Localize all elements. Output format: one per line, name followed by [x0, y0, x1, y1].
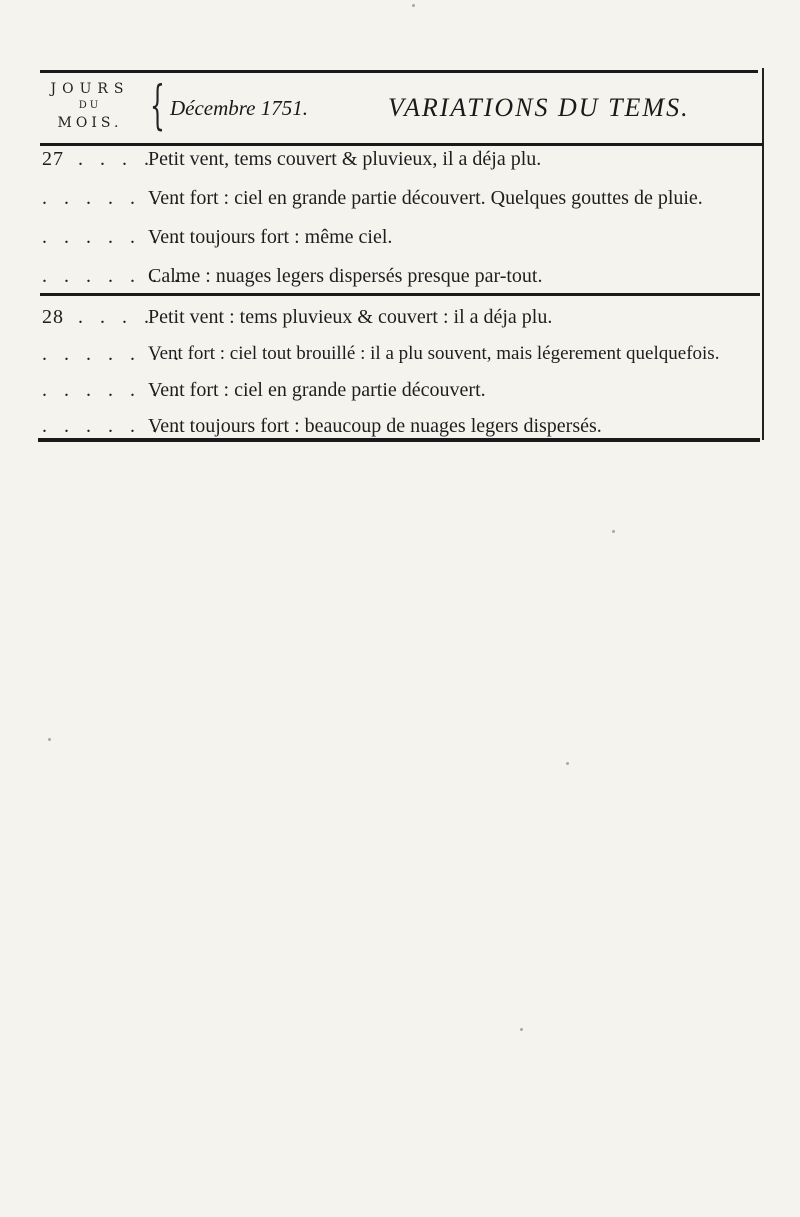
entry-text: Vent fort : ciel tout brouillé : il a plu souvent, mais légerement quelquefois.: [148, 343, 720, 364]
table-bottom-rule: [38, 438, 760, 442]
paper-speck: [48, 738, 51, 741]
paper-speck: [566, 762, 569, 765]
weather-entry: [42, 220, 762, 254]
entry-dots: . . . . . . .: [42, 343, 185, 365]
days-header-line1: JOURS: [50, 81, 130, 97]
weather-entry: [42, 337, 762, 371]
weather-entry: [42, 373, 762, 407]
days-column-header: [40, 80, 140, 132]
paper-speck: [412, 4, 415, 7]
days-header-line3: MOIS.: [57, 115, 123, 131]
right-margin-rule: [762, 68, 764, 440]
entry-dots: . . . . . . .: [42, 226, 185, 248]
entry-text: Vent fort : ciel en grande partie découvert. Quelques gouttes de pluie.: [148, 187, 703, 209]
section-title: VARIATIONS DU TEMS.: [388, 93, 690, 122]
month-label: Décembre 1751.: [170, 96, 309, 120]
entry-dots: . . . . . . .: [42, 415, 185, 437]
weather-entry: [42, 181, 762, 215]
entry-text: Vent fort : ciel en grande partie découvert.: [148, 379, 486, 401]
entry-dots: . . . .: [78, 148, 155, 170]
paper-speck: [612, 530, 615, 533]
entry-text: Calme : nuages legers dispersés presque par-tout.: [148, 265, 543, 287]
entry-day: 28: [42, 306, 64, 328]
entry-text: Petit vent, tems couvert & pluvieux, il a déja plu.: [148, 148, 542, 170]
entry-dots: . . . . . . .: [42, 187, 185, 209]
entry-text: Vent toujours fort : même ciel.: [148, 226, 393, 248]
entry-text: Vent toujours fort : beaucoup de nuages legers dispersés.: [148, 415, 602, 437]
entry-day: 27: [42, 148, 64, 170]
entry-dots: . . . . . . .: [42, 265, 185, 287]
header-brace: {: [150, 76, 165, 136]
entry-text: Petit vent : tems pluvieux & couvert : il a déja plu.: [148, 306, 553, 328]
weather-entry: [42, 259, 762, 293]
paper-speck: [520, 1028, 523, 1031]
section-divider-rule: [40, 293, 760, 296]
header-top-rule: [40, 70, 758, 73]
entry-dots: . . . . . . .: [42, 379, 185, 401]
days-header-line2: DU: [78, 100, 102, 111]
weather-entry: [42, 142, 762, 176]
weather-entry: [42, 300, 762, 334]
entry-dots: . . . .: [78, 306, 155, 328]
